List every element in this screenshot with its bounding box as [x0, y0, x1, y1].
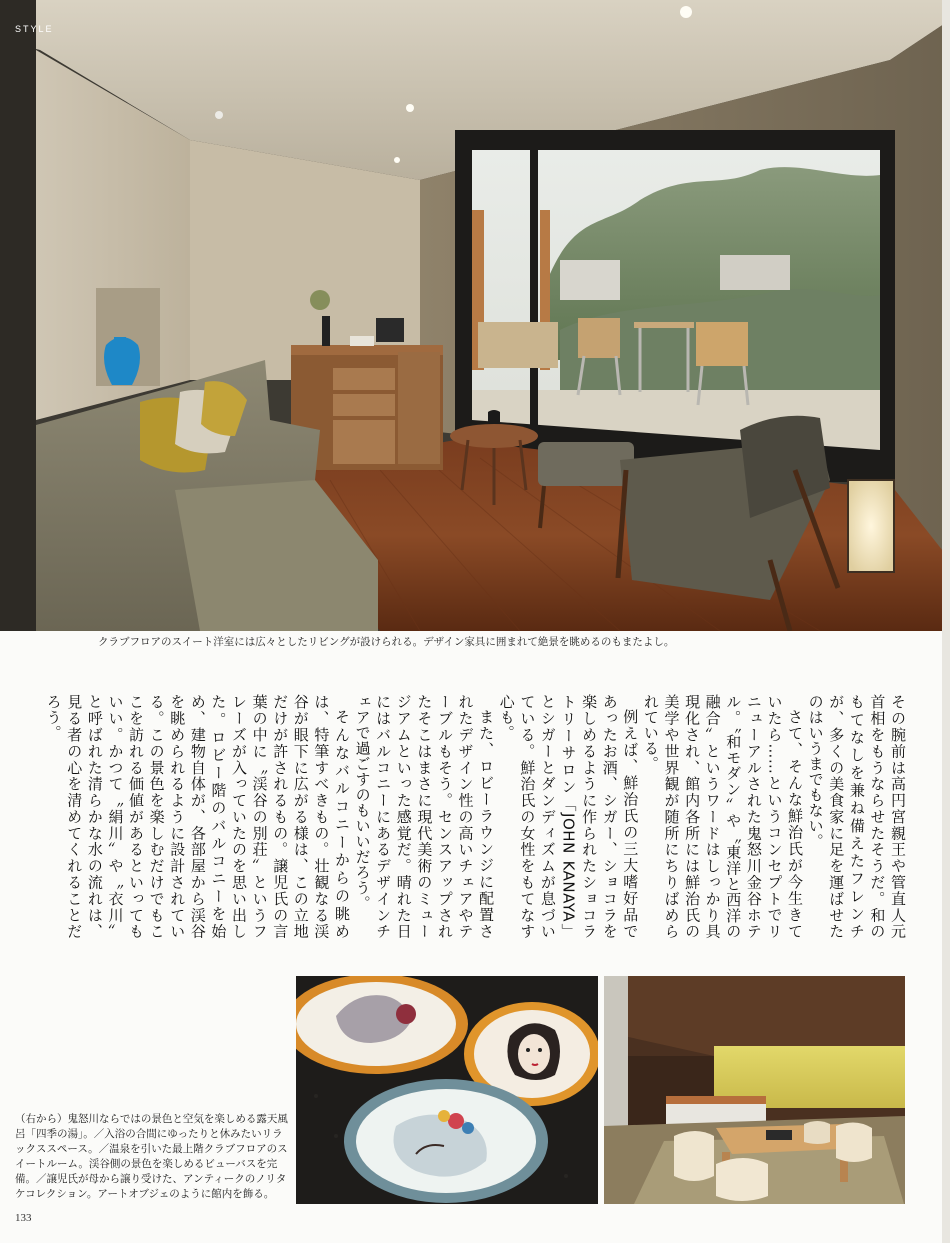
page-edge — [942, 0, 950, 1243]
photo-suite-room — [604, 976, 905, 1204]
section-label: STYLE — [15, 24, 54, 34]
photo-caption: （右から）鬼怒川ならではの景色と空気を楽しめる露天風呂「四季の湯」。／入浴の合間にゆったりと休みたいリラックススペース。／温泉を引いた最上階クラブフロアのスイートルーム。渓谷側の景色を楽しめるビューバスを完備。／譲児氏が母から譲り受けた、アンティークのノリタケコレクション。アートオブジェのように館内を飾る。 — [15, 1113, 288, 1200]
article-paragraph: さて、そんな鮮治氏が今生きていたら……というコンセプトでリニューアルされた鬼怒川金谷ホテル。〝和モダン〟や〝東洋と西洋の融合〟というワードはしっかり具現化され、館内各所には鮮治氏の美学や世界観が随所にちりばめられている。 — [641, 694, 805, 939]
article-paragraph: 例えば、鮮治氏の三大嗜好品であったお酒、シガー、ショコラを楽しめるように作られたショコラトリーサロン「JOHN KANAYA」とシガーとダンディズムが息づいている。鮮治氏の女性をもてなす心も。 — [497, 694, 640, 939]
article-paragraph: また、ロビーラウンジに配置されたデザイン性の高いチェアやテーブルもそう。センスアップされたそこはまさに現代美術のミュージアムといった感覚だ。晴れた日にはバルコニーにあるデザインチェアで過ごすのもいいだろう。 — [353, 694, 496, 939]
article-body — [38, 694, 908, 939]
article-paragraph: その腕前は高円宮親王や管直人元首相をもうならせたそうだ。和のもてなしを兼ね備えたフレンチが、多くの美食家に足を運ばせたのはいうまでもない。 — [806, 694, 907, 939]
article-paragraph: そんなバルコニーからの眺めは、特筆すべきもの。壮観なる渓谷が眼下に広がる様は、この立地だけが許されるもの。譲児氏の言葉の中に〝渓谷の別荘〟というフレーズが入っていたのを思い出した。ロビー階のバルコニーを始め、建物自体が、各部屋から渓谷を眺められるように設計されている。この景色を楽しむだけでもここを訪れる価値があるといってもいい。かつて〝絹川〟や〝衣川〟と呼ばれた清らかな水の流れは、見る者の心を清めてくれることだろう。 — [44, 694, 351, 939]
hero-caption: クラブフロアのスイート洋室には広々としたリビングが設けられる。デザイン家具に囲まれて絶景を眺めるのもまたよし。 — [98, 636, 675, 648]
photo-noritake-plates — [296, 976, 598, 1204]
page-number: 133 — [15, 1212, 32, 1224]
